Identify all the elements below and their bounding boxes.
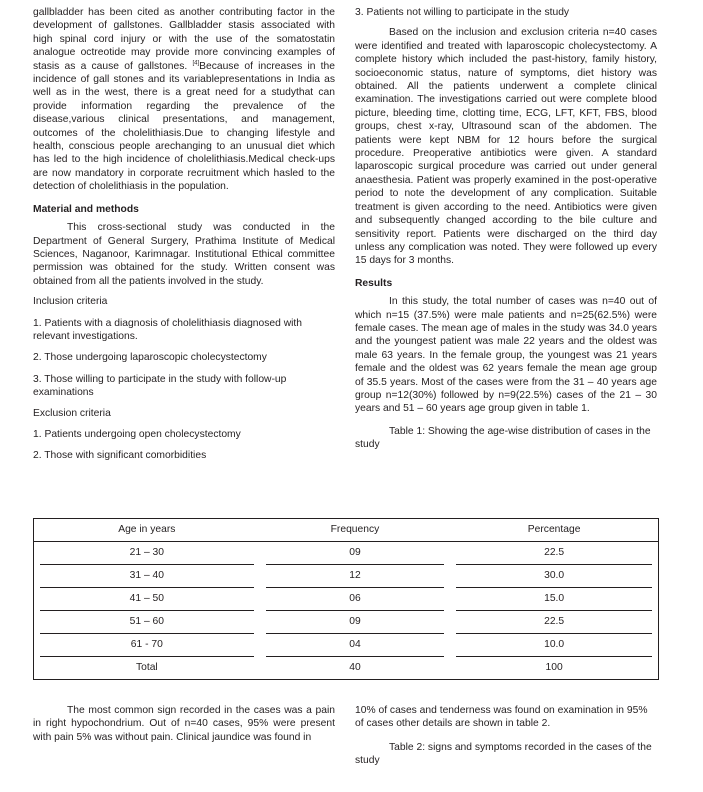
exclusion-item-3: 3. Patients not willing to participate in the study [355, 7, 570, 18]
exclusion-heading: Exclusion criteria [33, 407, 111, 419]
table-cell [450, 565, 658, 588]
table-row [34, 565, 659, 588]
table-cell [260, 611, 451, 634]
table-cell [450, 611, 658, 634]
table-cell-text: 15.0 [456, 588, 652, 611]
table-cell [34, 634, 260, 657]
table-row [34, 542, 659, 566]
inclusion-item-2: 2. Those undergoing laparoscopic cholecystectomy [33, 352, 267, 364]
age-distribution-table [33, 518, 659, 680]
table-cell [260, 542, 451, 566]
table-cell [34, 657, 260, 680]
table-cell [260, 565, 451, 588]
table-header-age: Age in years [34, 519, 260, 542]
intro-paragraph-text: gallbladder has been cited as another contributing factor in the development of gallstones. Gallbladder stasis associated with high spinal cord injury or with the use of the somatostatin analogue octreotide may provide more convincing examples of stasis as a cause of gallstones. [33, 7, 335, 72]
left-column [33, 6, 335, 467]
table-cell-text: 09 [266, 542, 445, 565]
methods-heading: Material and methods [33, 203, 139, 215]
table-cell-text: Total [135, 662, 158, 673]
table-cell [260, 588, 451, 611]
table2-caption: Table 2: signs and symptoms recorded in the cases of the study [355, 741, 652, 767]
table-cell-text: 21 – 30 [40, 542, 254, 565]
inclusion-heading: Inclusion criteria [33, 296, 108, 308]
table-row-total [34, 657, 659, 680]
methods-paragraph: This cross-sectional study was conducted in the Department of General Surgery, Prathima Institute of Medical Sciences, Naganoor, Karimnagar. Institutional Ethical committee permission was obtained for the study. Written consent was obtained from all the patients involved in the study. [33, 222, 335, 287]
table-cell [260, 634, 451, 657]
bottom-right-column [355, 704, 657, 768]
table-cell-text: 51 – 60 [40, 611, 254, 634]
table-cell-text: 22.5 [456, 611, 652, 634]
table-cell [34, 542, 260, 566]
table-cell [34, 565, 260, 588]
table-cell-text: 04 [266, 634, 445, 657]
table-cell-text: 30.0 [456, 565, 652, 588]
table-cell [450, 588, 658, 611]
intro-paragraph [33, 6, 335, 194]
table-row [34, 588, 659, 611]
table-cell [450, 634, 658, 657]
table-cell [34, 588, 260, 611]
table-cell [450, 657, 658, 680]
signs-paragraph-continued: 10% of cases and tenderness was found on examination in 95% of cases other details are shown in table 2. [355, 705, 648, 730]
table-cell-text: 12 [266, 565, 445, 588]
intro-paragraph-text-2: Because of increases in the incidence of gall stones and its variablepresentations in India as well as in the west, there is a great need for a studythat can provide information regarding the prevalence of the disease,various clinical presentations, and management, outcomes of the cholelithiasis.Due to changing lifestyle and health, conscious people arechanging to an unusual diet which has led to the high incidence of cholelithiasis.Medical check-ups are now mandatory in corporate recruitment which hasled to the detection of cholelithiasis in the population. [33, 60, 335, 193]
table-cell-text: 40 [349, 662, 361, 673]
table1 [33, 518, 659, 680]
table-cell-text: 41 – 50 [40, 588, 254, 611]
results-heading: Results [355, 277, 393, 289]
table-cell [34, 611, 260, 634]
procedure-paragraph: Based on the inclusion and exclusion criteria n=40 cases were identified and treated with laparoscopic cholecystectomy. A complete history which included the past-history, family history, socioeconomic status, nature of symptoms, diet history was obtained. All the patients underwent a complete clinical examination. The investigations carried out were complete blood picture, bleeding time, clotting time, ECG, LFT, KFT, FBS, blood groups, chest x-ray, Ultrasound scan of the abdomen. The patients were kept NBM for 12 hours before the surgical procedure. Preoperative antibiotics were given. A standard laparoscopic surgical procedure was carried out under general anaesthesia. Patient was properly examined in the post-operative period to note the development of any complication. Suitable treatment is given according to the need. Antibiotics were given and subsequently changed according to the bile culture and sensitivity report. Patients were discharged on the third day unless any complication was noted. They were followed up every 15 days for 3 months. [355, 27, 657, 267]
table-cell-text: 22.5 [456, 542, 652, 565]
table-header-frequency: Frequency [260, 519, 451, 542]
exclusion-item-1: 1. Patients undergoing open cholecystectomy [33, 428, 241, 440]
table-cell-text: 100 [545, 662, 563, 673]
inclusion-item-1: 1. Patients with a diagnosis of cholelithiasis diagnosed with relevant investigations. [33, 317, 303, 342]
table-header-row [34, 519, 659, 542]
right-column [355, 6, 657, 452]
table-cell-text: 61 - 70 [40, 634, 254, 657]
exclusion-item-2: 2. Those with significant comorbidities [33, 450, 207, 462]
table-row [34, 611, 659, 634]
table1-caption: Table 1: Showing the age-wise distribution of cases in the study [355, 425, 651, 451]
table-cell [260, 657, 451, 680]
table-row [34, 634, 659, 657]
table-cell-text: 31 – 40 [40, 565, 254, 588]
table-cell-text: 10.0 [456, 634, 652, 657]
inclusion-item-3: 3. Those willing to participate in the study with follow-up examinations [33, 373, 287, 399]
table-cell-text: 06 [266, 588, 445, 611]
table-cell-text: 09 [266, 611, 445, 634]
signs-paragraph: The most common sign recorded in the cases was a pain in right hypochondrium. Out of n=40 cases, 95% were present with pain 5% was without pain. Clinical jaundice was found in [33, 705, 335, 743]
table-cell [450, 542, 658, 566]
bottom-left-column [33, 704, 335, 744]
citation-ref: [4] [192, 60, 200, 67]
results-paragraph: In this study, the total number of cases was n=40 out of which n=15 (37.5%) were male patients and n=25(62.5%) were female cases. The mean age of males in the study was 34.0 years and the youngest patient was male 22 years and the oldest was male 63 years. In the female group, the youngest was 21 years female and the oldest was 62 years female the mean age group of 35.5 years. Most of the cases were from the 31 – 40 years age group n=12(30%) followed by n=9(22.5%) cases of the 21 – 30 years and 51 – 60 years age group given in table 1. [355, 296, 658, 415]
table-header-percentage: Percentage [450, 519, 658, 542]
